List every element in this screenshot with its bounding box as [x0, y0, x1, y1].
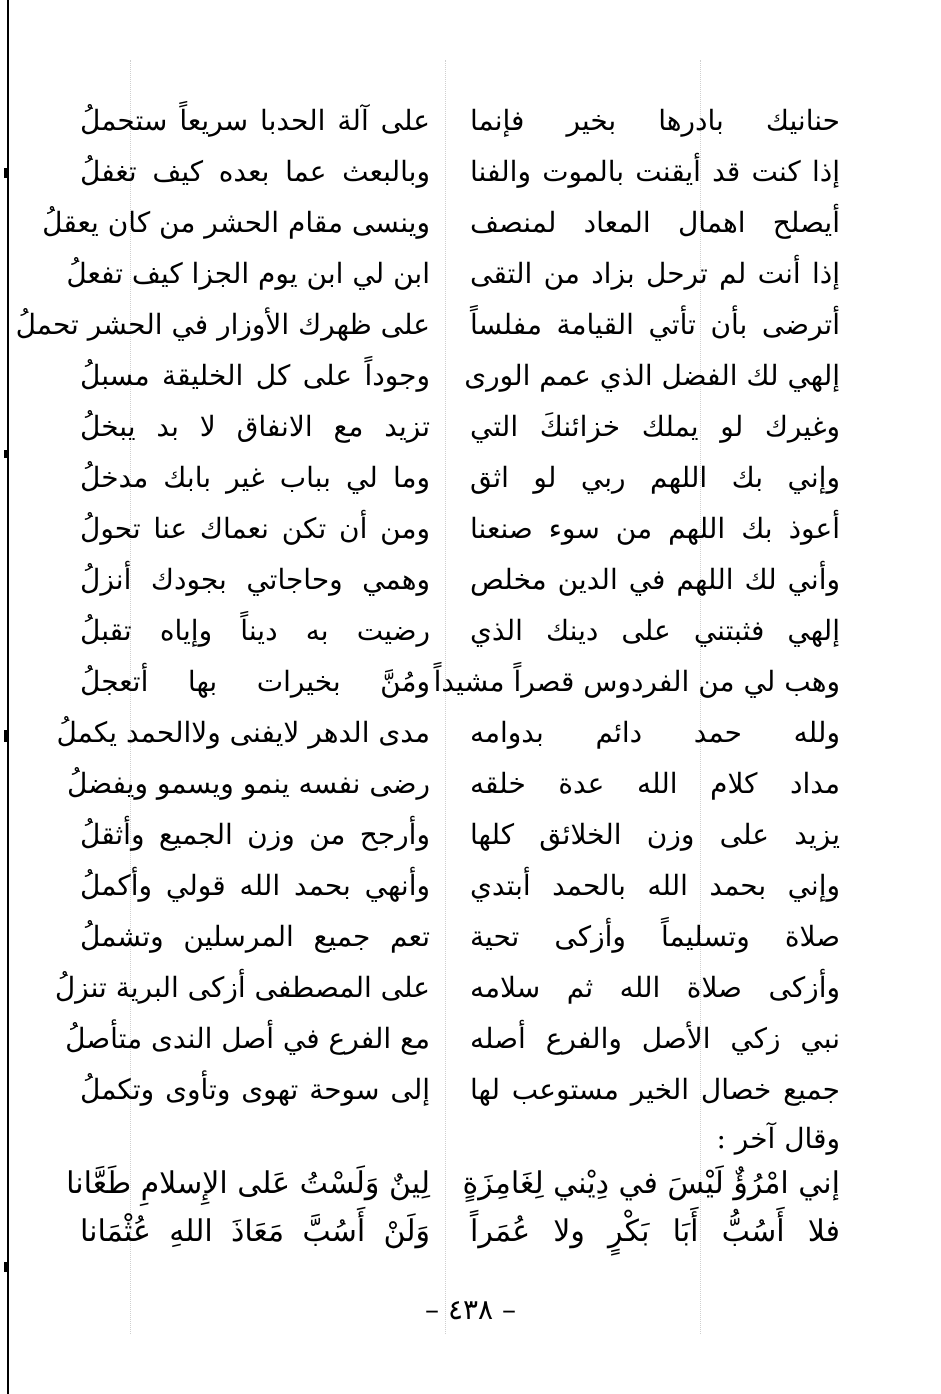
verse-line — [70, 406, 840, 448]
second-hemistich: تزيد مع الانفاق لا بد يبخلُ — [80, 410, 430, 443]
scan-mark — [4, 450, 9, 458]
verse-line — [67, 763, 840, 805]
second-hemistich: رضى نفسه ينمو ويسمو ويفضلُ — [67, 767, 430, 800]
verse-line — [70, 916, 840, 958]
verse-line — [70, 508, 840, 550]
page-number: – ٤٣٨ – — [425, 1293, 516, 1326]
second-hemistich: ومُنَّ بخيرات بها أتعجلُ — [80, 665, 430, 698]
second-hemistich: وبالبعث عما بعده كيف تغفلُ — [80, 155, 430, 188]
verse-line — [15, 304, 840, 346]
second-hemistich: لِينٌ وَلَسْتُ عَلى الإِسلامِ طَعَّانا — [66, 1166, 430, 1201]
second-hemistich: مع الفرع في أصل الندى متأصلُ — [65, 1022, 430, 1055]
verse-line — [70, 814, 840, 856]
second-hemistich: على آلة الحدبا سريعاً ستحملُ — [80, 104, 430, 137]
second-hemistich: إلى سوحة تهوى وتأوى وتكملُ — [80, 1073, 430, 1106]
first-hemistich: فلا أَسُبُّ أَبَا بَكْرٍ ولا عُمَراً — [470, 1214, 840, 1249]
first-hemistich: وإني بحمد الله بالحمد أبتدي — [470, 869, 840, 902]
first-hemistich: وأني لك اللهم في الدين مخلص — [470, 563, 840, 596]
verse-line — [70, 355, 840, 397]
second-hemistich: رضيت به ديناً وإياه تقبلُ — [80, 614, 430, 647]
verse-line — [65, 1018, 840, 1060]
first-hemistich: إلهي فثبتني على دينك الذي — [470, 614, 840, 647]
second-hemistich: وينسى مقام الحشر من كان يعقلُ — [42, 206, 430, 239]
scan-mark — [4, 168, 9, 178]
verse-line — [66, 253, 840, 295]
first-hemistich: إلهي لك الفضل الذي عمم الورى — [464, 359, 840, 392]
first-hemistich: إذا أنت لم ترحل بزاد من التقى — [470, 257, 840, 290]
second-hemistich: وهمي وحاجاتي بجودك أنزلُ — [80, 563, 430, 596]
scan-mark — [4, 1262, 9, 1272]
second-hemistich: وجوداً على كل الخليقة مسبلُ — [80, 359, 430, 392]
first-hemistich: أعوذ بك اللهم من سوء صنعنا — [470, 512, 840, 545]
verse-line — [70, 865, 840, 907]
second-hemistich: ابن لي ابن يوم الجزا كيف تفعلُ — [66, 257, 430, 290]
first-hemistich: وهب لي من الفردوس قصراً مشيداً — [433, 665, 840, 698]
scan-mark — [4, 730, 9, 742]
first-hemistich: جميع خصال الخير مستوعب لها — [470, 1073, 840, 1106]
first-hemistich: إذا كنت قد أيقنت بالموت والفنا — [470, 155, 840, 188]
first-hemistich: يزيد على وزن الخلائق كلها — [470, 818, 840, 851]
first-hemistich: وأزكى صلاة الله ثم سلامه — [470, 971, 840, 1004]
second-poem-intro: وقال آخر : — [716, 1122, 840, 1155]
second-hemistich: ومن أن تكن نعماك عنا تحولُ — [80, 512, 430, 545]
second-hemistich: على المصطفى أزكى البرية تنزلُ — [54, 971, 430, 1004]
binding-edge-line — [7, 0, 9, 1394]
second-hemistich: وأرجح من وزن الجميع وأثقلُ — [80, 818, 430, 851]
first-hemistich: نبي زكي الأصل والفرع أصله — [470, 1022, 840, 1055]
first-hemistich: صلاة وتسليماً وأزكى تحية — [470, 920, 840, 953]
verse-line — [70, 559, 840, 601]
first-hemistich: مداد كلام الله عدة خلقه — [470, 767, 840, 800]
verse-line — [54, 967, 840, 1009]
second-hemistich: على ظهرك الأوزار في الحشر تحملُ — [15, 308, 430, 341]
second-hemistich: مدى الدهر لايفنى ولاالحمد يكملُ — [56, 716, 430, 749]
verse-line — [70, 1069, 840, 1111]
verse-line — [56, 712, 840, 754]
verse-line — [70, 151, 840, 193]
second-hemistich: وما لي بباب غير بابك مدخلُ — [80, 461, 430, 494]
first-hemistich: وإني بك اللهم ربي لو اثق — [470, 461, 840, 494]
verse-line — [66, 1160, 840, 1208]
verse-line — [70, 661, 840, 703]
first-hemistich: حنانيك بادرها بخير فإنما — [470, 104, 840, 137]
verse-line — [70, 100, 840, 142]
first-hemistich: أيصلح اهمال المعاد لمنصف — [470, 206, 840, 239]
first-hemistich: إني امْرُؤٌ لَيْسَ في دِيْني لِغَامِزَةٍ — [462, 1166, 840, 1201]
verse-line — [70, 610, 840, 652]
first-hemistich: أترضى بأن تأتي القيامة مفلساً — [470, 308, 840, 341]
verse-line — [42, 202, 840, 244]
verse-line — [70, 1208, 840, 1256]
second-hemistich: وأنهي بحمد الله قولي وأكملُ — [80, 869, 430, 902]
verse-line — [70, 457, 840, 499]
second-hemistich: وَلَنْ أَسُبَّ مَعَاذَ اللهِ عُثْمَانا — [80, 1214, 430, 1249]
second-hemistich: تعم جميع المرسلين وتشملُ — [80, 920, 430, 953]
first-hemistich: وغيرك لو يملك خزائنكَ التي — [470, 410, 840, 443]
first-hemistich: ولله حمد دائم بدوامه — [470, 716, 840, 749]
